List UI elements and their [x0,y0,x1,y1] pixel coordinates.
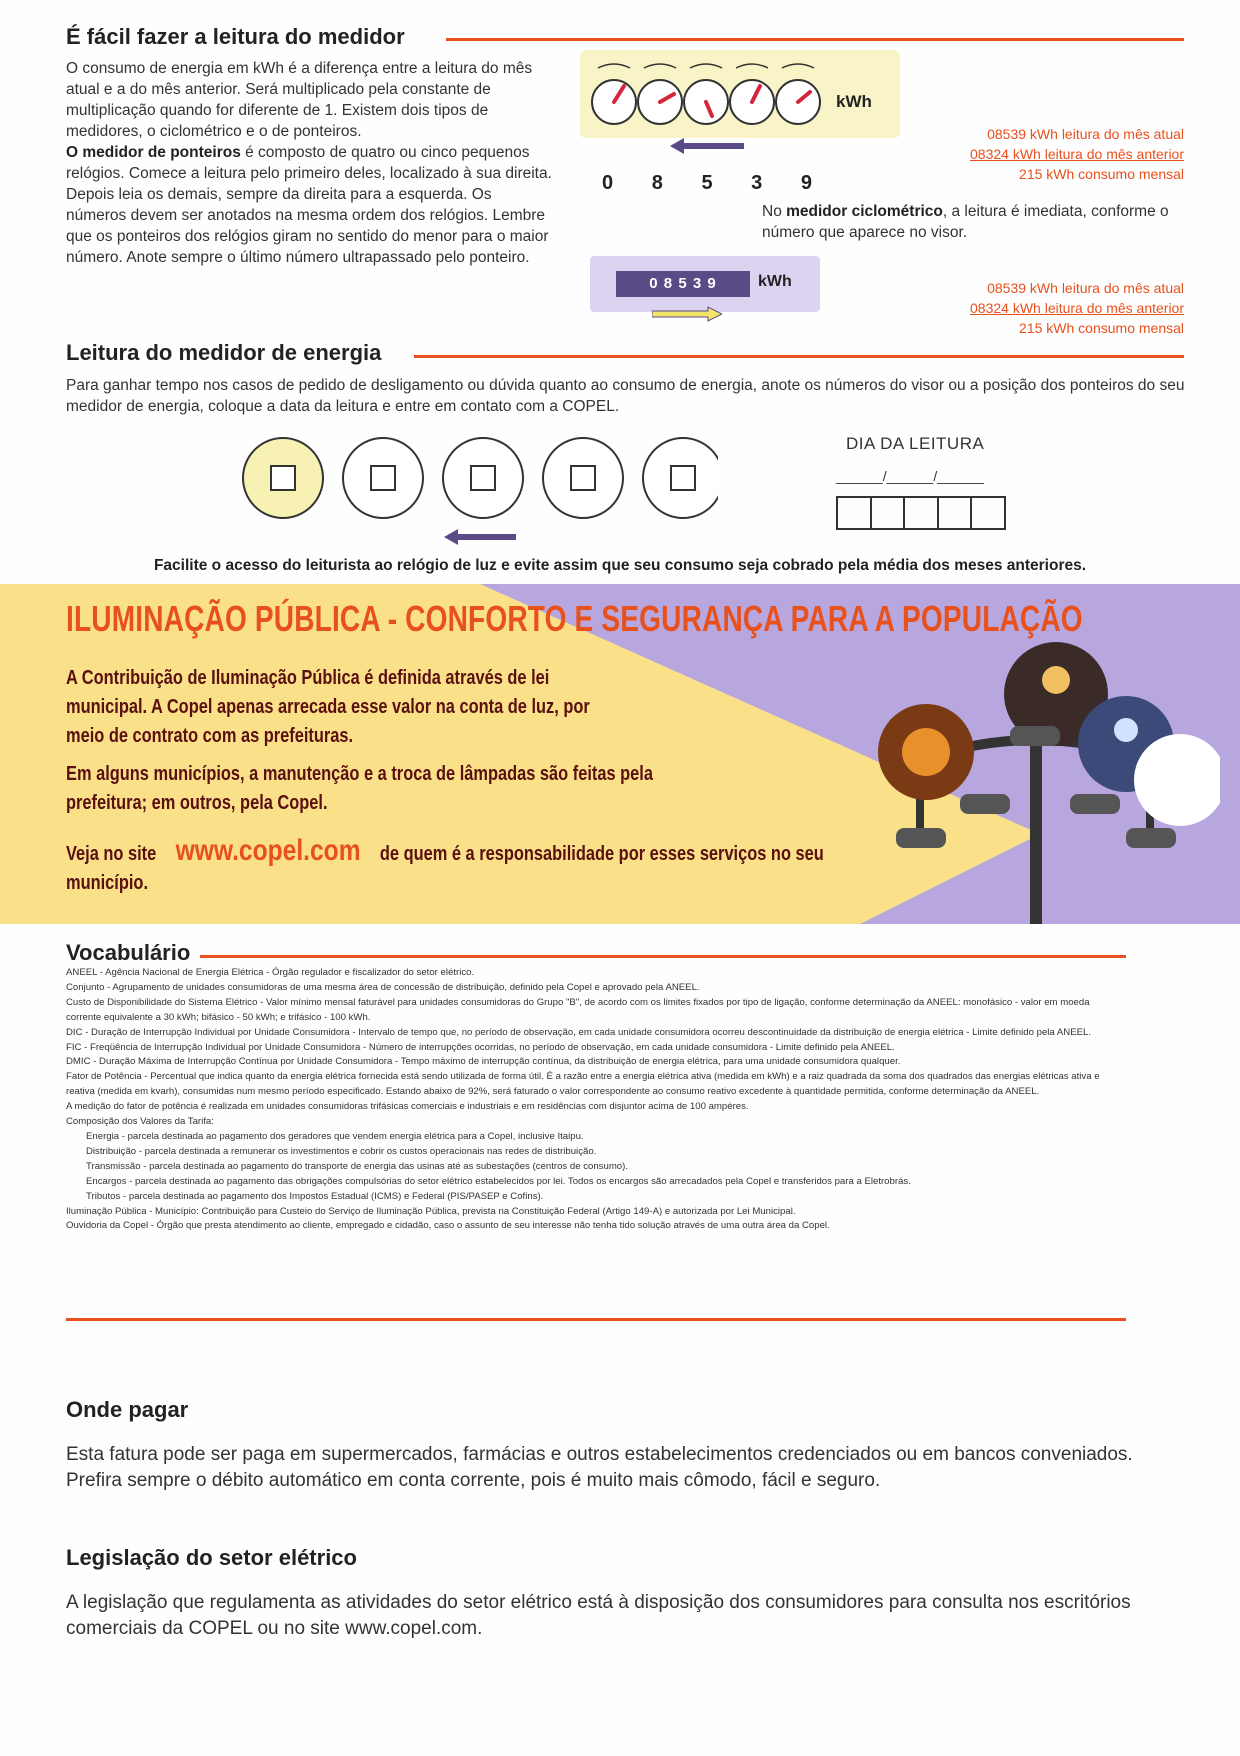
pay-text: Esta fatura pode ser paga em supermercados, farmácias e outros estabelecimentos credenciados ou em bancos conveniados. Prefira sempre o débito automático em conta corrente, pois é muito mais cômodo, fácil e seguro. [66,1444,1133,1491]
street-lamp-illustration [860,640,1220,924]
banner-title: ILUMINAÇÃO PÚBLICA - CONFORTO E SEGURANÇA PARA A POPULAÇÃO [66,598,1083,639]
vocab-sub-entry: Energia - parcela destinada ao pagamento dos geradores que vendem energia elétrica para a Copel, inclusive Itaipu. [86,1130,584,1142]
reading-title: É fácil fazer a leitura do medidor [66,24,405,49]
pointer-digits [602,172,812,195]
vocab-rule [200,955,1126,958]
energy-title: Leitura do medidor de energia [66,340,382,365]
cyclo-text: No medidor ciclométrico, a leitura é imediata, conforme o número que aparece no visor. [762,203,1169,241]
vocab-entry: DIC - Duração de Interrupção Individual por Unidade Consumidora - Intervalo de tempo que, no período de observação, em cada unidade consumidora ocorreu descontinuidade da distribuição de energia elétrica - Limite definido pela ANEEL. [66,1026,1092,1038]
reading-box[interactable] [838,498,872,528]
pointer-calc-previous: 08324 kWh leitura do mês anterior [970,146,1184,162]
vocab-entry: FIC - Freqüência de Interrupção Individual por Unidade Consumidora - Número de interrupções ocorridas, no período de observação, em cada unidade consumidora - Limite definido pela ANEEL. [66,1041,895,1053]
right-arrow-icon [652,306,722,322]
vocab-entry: A medição do fator de potência é realizada em unidades consumidoras trifásicas comerciais e industriais e em residências com disjuntor acima de 100 ampères. [66,1101,749,1113]
energy-text: Para ganhar tempo nos casos de pedido de desligamento ou dúvida quanto ao consumo de energia, anote os números do visor ou a posição dos ponteiros do seu medidor de energia, coloque a data da leitura e entre em contato com a COPEL. [66,377,1185,415]
title-rule [446,38,1184,41]
law-text: A legislação que regulamenta as atividades do setor elétrico está à disposição dos consumidores para consulta nos escritórios comerciais da COPEL ou no site www.copel.com. [66,1592,1131,1639]
vocab-entry: Custo de Disponibilidade do Sistema Elétrico - Valor mínimo mensal faturável para unidades consumidoras do Grupo "B", de acordo com os limites fixados por tipo de ligação, conforme determinação da ANEEL: monofásico - valor em moeda corrente equivalente a 30 kWh; bifásico - 50 kWh; e trifásico - 100 kWh. [66,996,1090,1023]
date-label: DIA DA LEITURA [846,434,985,453]
vocab-sub-entry: Tributos - parcela destinada ao pagamento dos Impostos Estadual (ICMS) e Federal (PIS/PASEP e Cofins). [86,1190,544,1202]
cyclo-calc-current: 08539 kWh leitura do mês atual [987,280,1184,296]
vocab-sub-entry: Encargos - parcela destinada ao pagamento das obrigações compulsórias do setor elétrico estabelecidos por lei. Todos os encargos são arrecadados pela Copel e transferidos para a Eletrobrás. [86,1175,911,1187]
reading-box[interactable] [872,498,906,528]
banner-p3: Veja no site www.copel.com de quem é a responsabilidade por esses serviços no seu município. [66,834,824,894]
pointer-kwh-label: kWh [836,92,872,111]
digit-3: 5 [701,172,713,194]
reading-text [66,58,556,268]
digit-4: 3 [751,172,763,194]
pointer-meter-illustration [578,58,848,138]
pointer-calc-total: 215 kWh consumo mensal [1019,166,1184,182]
reading-boxes[interactable] [836,496,1006,530]
vocab-bottom-rule [66,1318,1126,1321]
reading-para2: O medidor de ponteiros é composto de quatro ou cinco pequenos relógios. Comece a leitura pelo primeiro deles, localizado à sua direita. Depois leia os demais, sempre da direita para a esquerda. Os números devem ser anotados na mesma ordem dos relógios. Lembre que os ponteiros dos relógios giram no sentido do menor para o maior número. Anote sempre o último número ultrapassado pelo ponteiro. [66,144,552,266]
vocab-entry: ANEEL - Agência Nacional de Energia Elétrica - Órgão regulador e fiscalizador do setor elétrico. [66,967,475,978]
reading-box[interactable] [972,498,1004,528]
reading-para1: O consumo de energia em kWh é a diferença entre a leitura do mês atual e a do mês anterior. Será multiplicado pela constante de multiplicação quando for diferente de 1. Existem dois tipos de medidores, o ciclométrico e o de ponteiros. [66,60,533,140]
vocab-entry: Fator de Potência - Percentual que indica quanto da energia elétrica fornecida está sendo utilizada de forma útil. É a razão entre a energia elétrica ativa (medida em kWh) e a raiz quadrada da soma dos quadrados das energias elétricas ativa e reativa (medida em kvarh), consumidas num mesmo período especificado. Estando abaixo de 92%, será faturado o valor correspondente ao consumo reativo excedente à quantidade permitida, conforme determinação da ANEEL. [66,1071,1100,1098]
vocab-sub-entry: Transmissão - parcela destinada ao pagamento do transporte de energia das usinas até as subestações (centros de consumo). [86,1160,629,1172]
banner-p2: Em alguns municípios, a manutenção e a troca de lâmpadas são feitas pela prefeitura; em outros, pela Copel. [66,763,653,814]
blank-dials [238,428,718,528]
cyclo-display: 0 8 5 3 9 [616,271,750,297]
access-note: Facilite o acesso do leiturista ao relógio de luz e evite assim que seu consumo seja cobrado pela média dos meses anteriores. [153,557,1087,574]
energy-rule [414,355,1184,358]
cyclo-calc-total: 215 kWh consumo mensal [1019,320,1184,336]
left-arrow-icon [670,136,744,156]
digit-5: 9 [800,172,812,194]
vocab-sub-entry: Distribuição - parcela destinada a remunerar os investimentos e cobrir os custos operacionais nas redes de distribuição. [86,1145,597,1157]
pointer-calc [912,124,1184,184]
vocab-entry: DMIC - Duração Máxima de Interrupção Contínua por Unidade Consumidora - Tempo máximo de interrupção contínua, da distribuição de energia elétrica, para uma unidade consumidora qualquer. [66,1056,901,1068]
law-title: Legislação do setor elétrico [66,1545,357,1570]
vocab-title: Vocabulário [66,940,191,965]
vocab-list [66,966,1126,1234]
reading-box[interactable] [939,498,973,528]
banner-p1: A Contribuição de Iluminação Pública é definida através de lei municipal. A Copel apenas arrecada esse valor na conta de luz, por meio de contrato com as prefeituras. [66,667,590,747]
pointer-calc-current: 08539 kWh leitura do mês atual [987,126,1184,142]
cyclo-kwh-label: kWh [758,273,792,290]
reading-box[interactable] [905,498,939,528]
digit-1: 0 [602,172,614,194]
cyclo-calc-previous: 08324 kWh leitura do mês anterior [970,300,1184,316]
vocab-entry: Iluminação Pública - Município: Contribuição para Custeio do Serviço de Iluminação Pública, prevista na Constituição Federal (Artigo 149-A) e autorizada por Lei Municipal. [66,1205,796,1217]
left-arrow-icon-2 [444,528,516,546]
date-field[interactable]: ______/______/______ [836,468,984,484]
vocab-entry: Ouvidoria da Copel - Órgão que presta atendimento ao cliente, empregado e cidadão, caso o assunto de seu interesse não tenha tido solução através de uma outra área da Copel. [66,1220,830,1232]
pay-title: Onde pagar [66,1397,189,1422]
cyclo-calc [912,278,1184,338]
vocab-entry: Conjunto - Agrupamento de unidades consumidoras de uma mesma área de concessão de distribuição, definido pela Copel e aprovado pela ANEEL. [66,981,700,993]
digit-2: 8 [651,172,663,194]
site-link[interactable]: www.copel.com [175,834,361,867]
vocab-entry: Composição dos Valores da Tarifa: [66,1116,214,1128]
